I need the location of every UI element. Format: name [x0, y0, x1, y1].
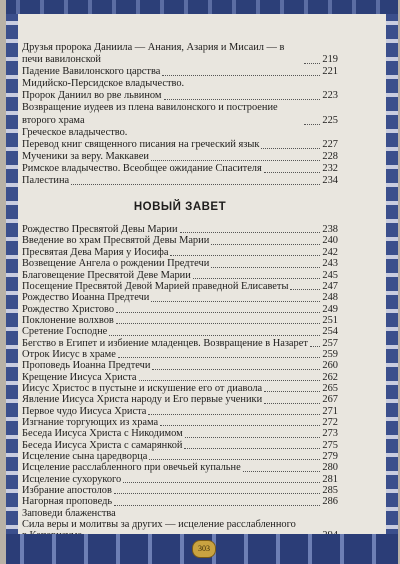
toc-entry-page: 247 [322, 280, 338, 292]
toc-entry-page: 285 [322, 485, 338, 497]
toc-entry-page: 249 [322, 303, 338, 315]
leader-dots [184, 448, 320, 449]
ornament-right-border [386, 14, 398, 534]
toc-entry [22, 127, 338, 139]
toc-entry [22, 78, 338, 90]
toc-entry [22, 235, 338, 246]
toc-entry-title: Исцеление сына царедворца [22, 451, 148, 462]
leader-dots [304, 124, 320, 125]
toc-entry-title: Заповеди блаженства [22, 507, 116, 519]
toc-section-old-testament-end [22, 42, 338, 187]
toc-entry-title: Рождество Иоанна Предтечи [22, 292, 150, 304]
leader-dots [152, 369, 320, 370]
toc-entry-page: 254 [322, 326, 338, 338]
toc-entry-title: Исцеление расслабленного при овечьей купальне [22, 462, 241, 474]
toc-entry-title: Первое чудо Иисуса Христа [22, 405, 147, 417]
leader-dots [118, 357, 321, 358]
ornament-top-border [6, 0, 398, 14]
toc-entry-page: 271 [322, 405, 338, 417]
leader-dots [211, 244, 320, 245]
toc-entry-title: Мученики за веру. Маккавеи [22, 150, 149, 162]
toc-entry-title: Палестина [22, 175, 70, 187]
leader-dots [290, 289, 320, 290]
toc-entry [22, 292, 338, 303]
toc-entry-page: 223 [322, 90, 338, 102]
toc-entry-page: 272 [322, 416, 338, 428]
toc-entry [22, 315, 338, 326]
toc-entry [22, 406, 338, 417]
toc-entry-title: Возвещение Ангела о рождении Предтечи [22, 258, 210, 270]
toc-entry [22, 163, 338, 175]
table-of-contents [22, 42, 338, 542]
toc-entry-title: Перевод книг священного писания на греческий язык [22, 138, 260, 150]
leader-dots [114, 505, 320, 506]
toc-entry-title: Рождество Пресвятой Девы Марии [22, 224, 178, 236]
leader-dots [170, 255, 320, 256]
toc-entry [22, 175, 338, 187]
toc-entry [22, 338, 338, 349]
page-number: 303 [192, 540, 216, 558]
toc-entry [22, 258, 338, 269]
toc-entry [22, 462, 338, 473]
toc-entry-page: 273 [322, 428, 338, 440]
toc-entry [22, 42, 338, 66]
toc-entry [22, 281, 338, 292]
toc-entry-title: Сретение Господне [22, 326, 108, 338]
toc-entry [22, 372, 338, 383]
toc-entry-page: 240 [322, 235, 338, 247]
leader-dots [109, 335, 320, 336]
leader-dots [261, 148, 320, 149]
toc-entry [22, 247, 338, 258]
toc-entry [22, 394, 338, 405]
toc-entry-title: Благовещение Пресвятой Деве Марии [22, 269, 191, 281]
toc-entry-page: 267 [322, 394, 338, 406]
toc-entry-title: Пророк Даниил во рве львином [22, 90, 162, 102]
toc-entry-page: 232 [322, 162, 338, 174]
toc-section-new-testament [22, 224, 338, 542]
toc-entry-title: Исцеление сухорукого [22, 473, 122, 485]
toc-entry [22, 417, 338, 428]
toc-entry-title: Явление Иисуса Христа народу и Его первые ученики [22, 394, 263, 406]
toc-entry-title: Сила веры и молитвы за других — исцеление расслабленного [22, 519, 296, 531]
toc-entry-title: Друзья пророка Даниила — Анания, Азария и Мисаил — в печи вавилонской [22, 42, 285, 66]
toc-entry [22, 496, 338, 507]
toc-entry-title: Крещение Иисуса Христа [22, 371, 137, 383]
toc-entry [22, 270, 338, 281]
toc-entry-title: Отрок Иисус в храме [22, 348, 116, 360]
leader-dots [264, 172, 321, 173]
leader-dots [185, 437, 321, 438]
toc-entry-title: Мидийско-Персидское владычество. [22, 78, 185, 90]
toc-entry-page: 234 [322, 175, 338, 187]
toc-entry-title: Возвращение иудеев из плена вавилонского и построение второго храма [22, 102, 278, 126]
toc-entry-page: 280 [322, 462, 338, 474]
toc-entry-page: 251 [322, 314, 338, 326]
toc-entry [22, 66, 338, 78]
leader-dots [162, 75, 320, 76]
toc-entry [22, 485, 338, 496]
toc-entry [22, 349, 338, 360]
toc-entry-title: Иисус Христос в пустыне и искушение его от диавола [22, 382, 263, 394]
leader-dots [310, 346, 321, 347]
toc-entry-title: Римское владычество. Всеобщее ожидание Спасителя [22, 162, 262, 174]
toc-entry [22, 151, 338, 163]
toc-entry-title: Рождество Христово [22, 303, 115, 315]
toc-entry [22, 224, 338, 235]
toc-entry-title: Греческое владычество. [22, 126, 128, 138]
toc-entry-page: 225 [322, 114, 338, 126]
toc-entry-page: 257 [322, 337, 338, 349]
toc-entry-page: 279 [322, 451, 338, 462]
toc-entry-title: Пресвятая Дева Мария у Иосифа [22, 246, 169, 258]
toc-entry-title: Избрание апостолов [22, 485, 112, 497]
toc-entry-page: 259 [322, 348, 338, 360]
toc-entry-page: 286 [322, 496, 338, 508]
toc-entry [22, 139, 338, 151]
leader-dots [151, 301, 320, 302]
toc-entry [22, 508, 338, 519]
toc-entry-page: 243 [322, 258, 338, 270]
toc-entry-page: 221 [322, 66, 338, 78]
section-heading-new-testament: НОВЫЙ ЗАВЕТ [133, 201, 227, 214]
toc-entry-page: 219 [322, 54, 338, 66]
leader-dots [304, 63, 320, 64]
leader-dots [264, 403, 320, 404]
toc-entry-title: Посещение Пресвятой Девой Марией праведной Елисаветы [22, 280, 289, 292]
toc-entry-page: 260 [322, 360, 338, 372]
toc-entry [22, 474, 338, 485]
leader-dots [116, 323, 321, 324]
leader-dots [149, 459, 320, 460]
leader-dots [151, 160, 320, 161]
leader-dots [71, 184, 320, 185]
toc-entry-title: Беседа Иисуса Христа с самарянкой [22, 439, 183, 451]
toc-entry-page: 281 [322, 473, 338, 485]
toc-entry-page: 248 [322, 292, 338, 304]
toc-entry-title: Падение Вавилонского царства [22, 66, 161, 78]
toc-entry [22, 360, 338, 371]
toc-entry [22, 102, 338, 126]
toc-entry-title: Поклонение волхвов [22, 314, 114, 326]
toc-entry-title: Беседа Иисуса Христа с Никодимом [22, 428, 183, 440]
leader-dots [148, 414, 320, 415]
toc-entry [22, 440, 338, 451]
toc-entry-page: 227 [322, 138, 338, 150]
toc-entry-page: 228 [322, 150, 338, 162]
leader-dots [114, 493, 321, 494]
toc-entry-title: Изгнание торгующих из храма [22, 416, 159, 428]
leader-dots [193, 278, 321, 279]
leader-dots [139, 380, 321, 381]
leader-dots [211, 267, 320, 268]
toc-entry-page: 262 [322, 371, 338, 383]
ornament-left-border [6, 14, 18, 534]
toc-entry [22, 383, 338, 394]
toc-entry-title: Введение во храм Пресвятой Девы Марии [22, 235, 210, 247]
leader-dots [243, 471, 321, 472]
leader-dots [164, 99, 321, 100]
toc-entry-page: 275 [322, 439, 338, 451]
toc-entry [22, 428, 338, 439]
leader-dots [160, 425, 320, 426]
toc-entry-title: Проповедь Иоанна Предтечи [22, 360, 151, 372]
toc-entry-page: 265 [322, 382, 338, 394]
book-page [6, 0, 398, 564]
leader-dots [116, 312, 320, 313]
toc-entry-page: 245 [322, 269, 338, 281]
toc-entry-page: 238 [322, 224, 338, 236]
leader-dots [180, 232, 321, 233]
leader-dots [264, 391, 320, 392]
toc-entry [22, 326, 338, 337]
toc-entry-title: Нагорная проповедь [22, 496, 113, 508]
toc-entry [22, 304, 338, 315]
toc-entry-page: 242 [322, 246, 338, 258]
toc-entry-title: Бегство в Египет и избиение младенцев. Возвращение в Назарет [22, 337, 308, 349]
toc-entry [22, 90, 338, 102]
toc-entry [22, 451, 338, 462]
leader-dots [123, 482, 320, 483]
